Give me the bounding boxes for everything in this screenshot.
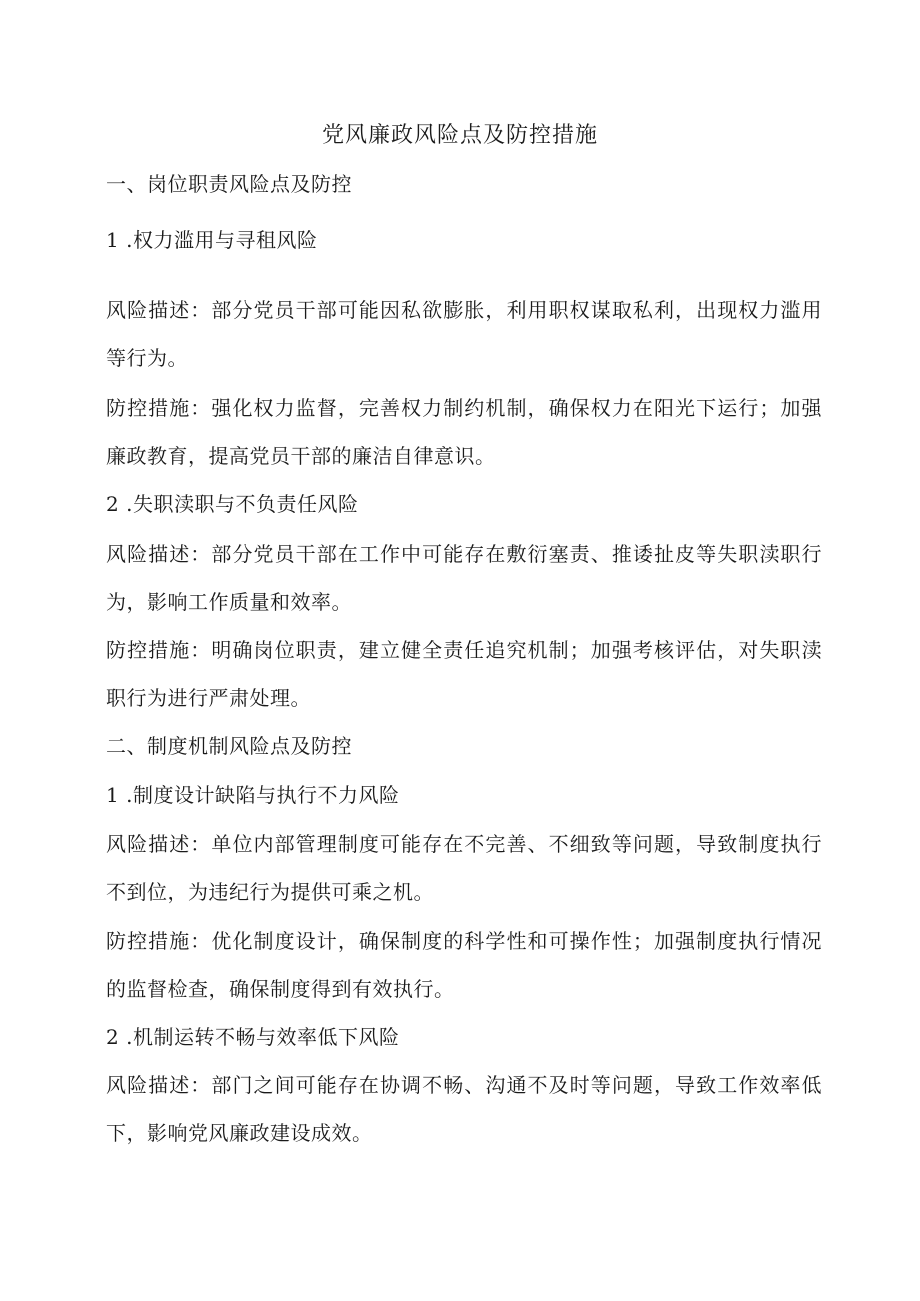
risk-description-2-1: 风险描述：单位内部管理制度可能存在不完善、不细致等问题，导致制度执行不到位，为违纪行为提供可乘之机。 [106,832,822,904]
risk-description-1-2: 风险描述：部分党员干部在工作中可能存在敷衍塞责、推诿扯皮等失职渎职行为，影响工作质量和效率。 [106,542,822,614]
item-heading-2-2: 2 .机制运转不畅与效率低下风险 [106,1025,400,1049]
control-measures-2-1: 防控措施：优化制度设计，确保制度的科学性和可操作性；加强制度执行情况的监督检查，确保制度得到有效执行。 [106,929,822,1001]
risk-description-1-1: 风险描述：部分党员干部可能因私欲膨胀，利用职权谋取私利，出现权力滥用等行为。 [106,298,822,370]
item-heading-1-2: 2 .失职渎职与不负责任风险 [106,492,359,516]
item-heading-1-1: 1 .权力滥用与寻租风险 [106,228,318,252]
control-measures-1-2: 防控措施：明确岗位职责，建立健全责任追究机制；加强考核评估，对失职渎职行为进行严肃处理。 [106,638,822,710]
document-title: 党风廉政风险点及防控措施 [321,123,598,148]
item-heading-2-1: 1 .制度设计缺陷与执行不力风险 [106,783,400,807]
section-heading-1: 一、岗位职责风险点及防控 [106,172,352,196]
control-measures-1-1: 防控措施：强化权力监督，完善权力制约机制，确保权力在阳光下运行；加强廉政教育，提高党员干部的廉洁自律意识。 [106,396,822,468]
risk-description-2-2: 风险描述：部门之间可能存在协调不畅、沟通不及时等问题，导致工作效率低下，影响党风廉政建设成效。 [106,1073,822,1145]
section-heading-2: 二、制度机制风险点及防控 [106,734,352,758]
